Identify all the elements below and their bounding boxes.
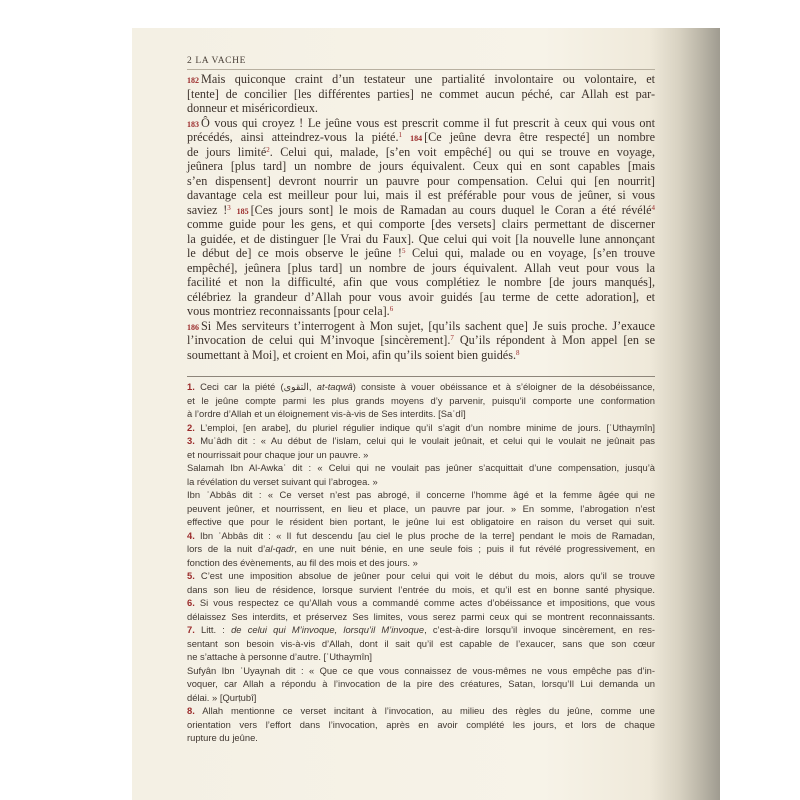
footnote-line [187,529,655,543]
text-run: Qu’ils répondent à Mon appel [en se [453,333,655,347]
page-number: 2 [187,56,193,66]
footnote-line [187,475,655,489]
text-run: Sufyân Ibn ʿUyaynah dit : « Que ce que vous connaissez de vous-mêmes ne vous empêche pas d’in- [187,664,655,676]
main-text-line [187,87,655,102]
main-text-line [187,304,655,319]
text-run: jeûnera [plus tard] un nombre de jours équivalent. Ceux qui en sont capables [mais [187,159,655,173]
text-run: précédés, ainsi atteindrez-vous la piété. [187,130,399,144]
verse-number: 186 [187,322,199,332]
main-text-line [187,188,655,203]
text-run: s’en dispensent] devront nourrir un pauvre pour compensation. Celui qui [en nourrit] [187,173,655,188]
text-run: célébriez la grandeur d’Allah pour vous avoir guidés [au terme de cette adoration], et [187,289,655,304]
main-text-line [187,130,655,145]
text-run: [tente] de concilier [les différentes parties] ne commet aucun péché, car Allah est par- [187,86,655,101]
text-run: peuvent jeûner, et nourrissent, en lieu et place, un pauvre par jour. » En somme, l’abrogation n’est [187,502,655,514]
footnote-line [187,515,655,529]
italic-run: at-taqwâ [316,381,353,392]
footnote-line [187,542,655,556]
italic-run: de celui qui M’invoque, lorsqu’il M’invoque [231,624,425,635]
footnote-ref: 8 [516,348,520,357]
text-run: Ô vous qui croyez ! Le jeûne vous est prescrit comme il fut prescrit à ceux qui vous ont [201,115,655,130]
chapter-title: LA VACHE [195,56,246,66]
text-run: orientation vers l’effort dans l’invocation, après en avoir complété les jours, et lors de chaque [187,718,655,730]
footnote-line [187,448,655,462]
footnote-line [187,434,655,448]
text-run: Si Mes serviteurs t’interrogent à Mon sujet, [qu’ils sachent que] Je suis proche. J’exauce [201,318,655,333]
text-run: le début de] ce mois observe le jeûne ! [187,246,402,260]
text-run: Muʿâdh dit : « Au début de l’islam, celui qui le voulait jeûnait, et celui qui le voulait ne jeûnait pas [194,435,655,446]
text-run [231,203,237,217]
footnote-line [187,718,655,732]
text-run: facilité et non la difficulté, afin que vous complétiez le nombre [de jours manqués], [187,275,655,289]
text-run: Allah mentionne ce verset incitant à l’invocation, au milieu des règles du jeûne, comme une [194,705,655,716]
footnote-ref: 7 [450,334,454,342]
text-run: Si vous respectez ce qu’Allah vous a commandé comme actes d’obéissance et impositions, que vous [194,597,655,608]
text-run: comme guide pour les gens, et qui comporte [des versets] clairs permettant de discerner [187,217,655,231]
main-text-line [187,159,655,174]
footnote-number: 2. [187,421,195,433]
main-text-line [187,217,655,232]
footnote-line [187,488,655,502]
text-run: Salamah Ibn Al-Awkaʿ dit : « Celui qui ne voulait pas jeûner s’acquittait d’une compensation, jusqu’à [187,462,655,473]
verse-number: 182 [187,76,199,85]
text-run: ne s’attache à personne d’autre. [ʿUthaymîn] [187,651,373,662]
text-run: [Ce jeûne devra être respecté] un nombre [424,130,656,144]
text-run: effective que pour le résident bien portant, le jeûne lui est obligatoire en raison du verset qui suit. [187,516,655,527]
text-run: Celui qui, malade ou en voyage, [s’en trouve [405,246,655,260]
footnotes [187,380,655,745]
main-text [187,72,655,362]
text-run: à l’ordre d’Allah et un éloignement vis-à-vis de Ses interdits. [Saʿdî] [187,408,466,419]
text-run: saviez ! [187,202,228,217]
footnote-line [187,569,655,583]
text-run: , c’est-à-dire lorsqu’il invoque sincèrement, en res- [424,624,655,635]
footnote-number: 7. [187,624,195,635]
main-text-line [187,290,655,305]
footnote-ref: 5 [401,247,406,255]
text-run: Litt. : [194,624,232,635]
text-run: soumettant à Moi], et croient en Moi, afin qu’ils soient bien guidés. [187,347,516,362]
footnote-line [187,583,655,597]
footnote-number: 3. [187,435,195,446]
footnote-line [187,407,655,421]
text-run: Ceci car la piété (التقوى, [194,381,317,392]
footnote-ref: 3 [227,203,231,212]
text-run: L’emploi, [en arabe], du pluriel régulier indique qu’il s’agit d’un nombre minime de jours. [ʿUthaymîn] [194,421,655,433]
main-text-line [187,333,655,348]
footnote-line [187,623,655,637]
text-run: rupture du jeûne. [187,732,258,743]
text-run: voquer, car Allah a répondu à l’invocation de la pire des créatures, Satan, lorsqu’Il Lui demanda un [187,678,655,689]
text-run: lors de la nuit d’ [187,543,266,554]
running-header [187,56,655,70]
footnote-line [187,556,655,570]
text-run: fonction des évènements, au fil des mois et des jours. » [187,556,418,568]
main-text-line [187,101,655,116]
footnote-line [187,691,655,705]
main-text-line [187,116,655,131]
footnote-line [187,731,655,745]
footnote-line [187,461,655,475]
text-run: la révélation du verset suivant qui l’abrogea. » [187,475,378,487]
main-text-line [187,261,655,276]
text-run: ) consiste à vouer obéissance et à s’éloigner de la désobéissance, [352,381,655,392]
main-text-line [187,72,655,87]
main-text-line [187,232,655,247]
footnote-line [187,596,655,610]
footnote-line [187,421,655,435]
footnote-ref: 1 [398,131,403,139]
footnote-number: 6. [187,597,195,608]
text-run: et nourrissait pour chaque jour un pauvre. » [187,448,369,460]
text-run: Ibn ʿAbbâs dit : « Il fut descendu [au ciel le plus proche de la terre] pendant le mois de Ramadan, [194,529,655,541]
main-text-line [187,145,655,160]
footnote-line [187,394,655,408]
main-text-line [187,348,655,363]
footnote-number: 1. [187,381,195,392]
footnote-line [187,380,655,394]
footnote-number: 4. [187,529,195,541]
text-run: sentant son besoin vis-à-vis d’Allah, dont il sait qu’il est capable de l’exaucer, sans que son cœur [187,637,655,649]
text-run: Ibn ʿAbbâs dit : « Ce verset n’est pas abrogé, il concerne l’homme âgé et la femme âgée qui ne [187,489,655,500]
footnote-line [187,664,655,678]
text-run: l’invocation de celui qui M’invoque [sincèrement]. [187,333,451,347]
main-text-line [187,246,655,261]
footnote-ref: 6 [389,305,394,313]
text-run: empêché], jeûnera [plus tard] un nombre de jours équivalent. Allah veut pour vous la [187,260,655,275]
italic-run: al-qadr [265,543,295,554]
text-run: dans son lieu de résidence, lorsque survient l’entrée du mois, et qu’il est en bonne santé physique. [187,583,655,595]
footnote-number: 5. [187,570,195,581]
text-run: et le jeûne compte parmi les plus grands moyens d’y parvenir, puisqu’il comporte une conformation [187,394,655,406]
text-run: , en une nuit bénie, en une seule fois ; puis il fut révélé progressivement, en [294,543,655,554]
book-page [132,28,720,800]
footnote-line [187,637,655,651]
footnote-ref: 4 [651,203,655,212]
text-run: . Celui qui, malade, [s’en voit empêché] ou qui se trouve en voyage, [269,144,655,159]
text-run: Mais quiconque craint d’un testateur une partialité involontaire ou volontaire, et [201,72,655,86]
verse-number: 183 [187,119,199,129]
text-run: vous montriez reconnaissants [pour cela]. [187,304,390,318]
footnote-ref: 2 [266,145,270,154]
text-run: donneur et miséricordieux. [187,101,318,115]
text-run: de jours limité [187,144,267,159]
footnote-divider [187,376,655,377]
main-text-line [187,174,655,189]
verse-number: 185 [236,206,249,216]
footnote-line [187,704,655,718]
text-run: davantage cela est meilleur pour lui, mais il est préférable pour vous de jeûner, si vous [187,188,655,202]
footnote-line [187,610,655,624]
main-text-line [187,319,655,334]
text-run: C’est une imposition absolue de jeûner pour celui qui voit le début du mois, alors qu’il se trouve [194,570,655,581]
footnote-line [187,650,655,664]
verse-number: 184 [410,134,423,143]
main-text-line [187,275,655,290]
text-run: délaissez Ses interdits, et préservez Ses limites, vous serez parmi ceux qui se montrent reconnaissants. [187,610,655,622]
text-run: délai. » [Qurṭubî] [187,691,257,703]
footnote-number: 8. [187,705,195,716]
text-run [402,130,410,144]
main-text-line [187,203,655,218]
text-run: [Ces jours sont] le mois de Ramadan au cours duquel le Coran a été révélé [250,202,652,217]
footnote-line [187,677,655,691]
footnote-line [187,502,655,516]
text-run: la guidée, et de distinguer [le Vrai du Faux]. Que celui qui voit [la nouvelle lune annonçant [187,231,655,246]
